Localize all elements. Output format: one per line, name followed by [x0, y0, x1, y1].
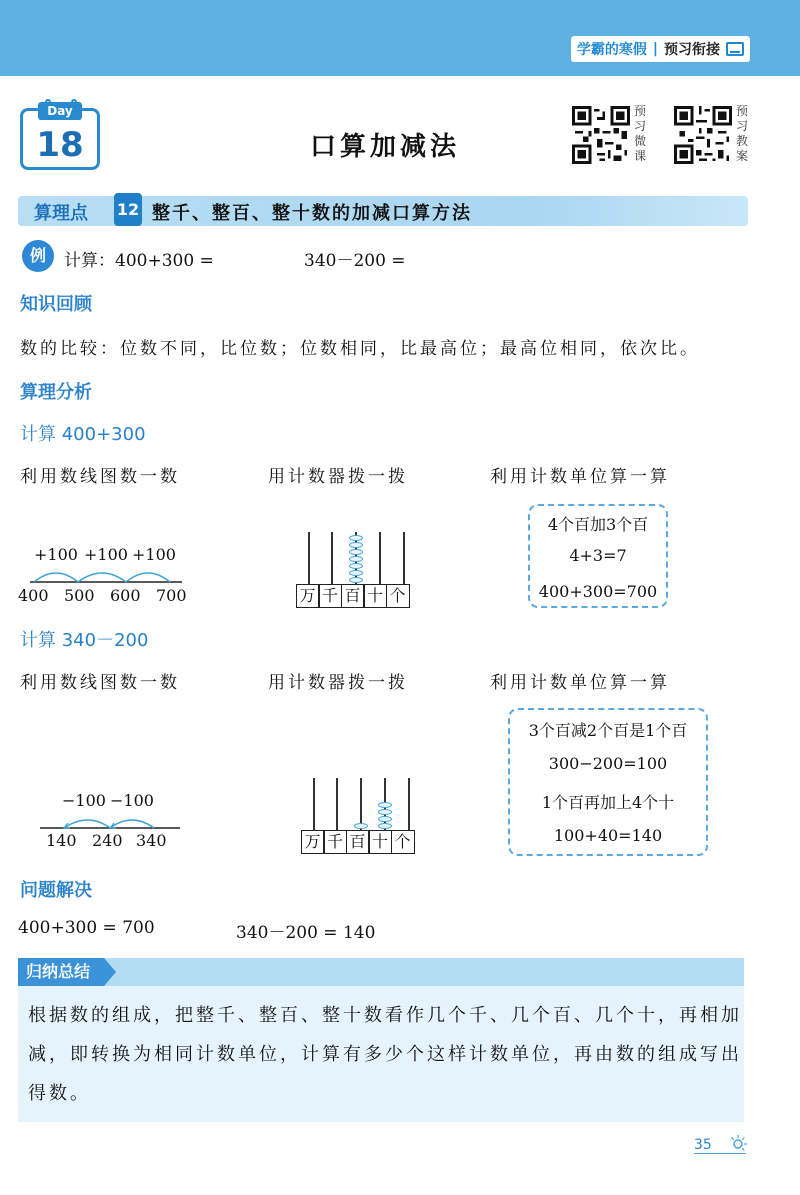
review-heading: 知识回顾: [20, 294, 92, 315]
day-label: Day: [38, 102, 82, 120]
answer-2: 340－200 = 140: [236, 923, 376, 943]
method-abacus: 用计数器拨一拨: [268, 673, 408, 693]
abacus-bead: [349, 535, 363, 541]
abacus-bead: [349, 542, 363, 548]
place-cell: 十: [368, 830, 392, 854]
numberline-tick: 500: [64, 586, 95, 605]
abacus-bead: [354, 823, 368, 829]
section-label: 算理点: [34, 203, 88, 224]
review-text: 数的比较：位数不同，比位数；位数相同，比最高位；最高位相同，依次比。: [20, 339, 700, 359]
place-cell: 万: [296, 584, 320, 608]
abacus-rod: [403, 532, 405, 584]
qr-label: 预习微课: [634, 104, 647, 163]
page-number: 35: [694, 1137, 746, 1154]
numberline-tick: 340: [136, 831, 167, 850]
abacus-place-values: [297, 584, 410, 608]
units-line: 400+300=700: [538, 582, 658, 601]
place-cell: 百: [346, 830, 370, 854]
numberline-step: +100: [84, 545, 128, 564]
units-line: 300−200=100: [548, 754, 668, 773]
abacus-place-values: [302, 830, 415, 854]
part1-subheading: 计算 400+300: [20, 424, 146, 445]
numberline-step: −100: [110, 791, 154, 810]
summary-text: 根据数的组成，把整千、整百、整十数看作几个千、几个百、几个十，再相加减，即转换为相同计数单位，计算有多少个这样计数单位，再由数的组成写出得数。: [28, 1005, 742, 1104]
method-units: 利用计数单位算一算: [490, 673, 670, 693]
brand-separator: |: [652, 41, 658, 57]
place-cell: 万: [301, 830, 325, 854]
answer-1: 400+300 = 700: [18, 918, 155, 938]
summary-bar: [18, 958, 744, 986]
place-cell: 千: [323, 830, 347, 854]
units-line: 100+40=140: [553, 826, 663, 845]
example-icon: 例: [22, 240, 54, 272]
place-cell: 十: [363, 584, 387, 608]
section-number-badge: 12: [114, 193, 142, 226]
numberline-tick: 700: [156, 586, 187, 605]
qr-code-icon[interactable]: [672, 106, 734, 164]
abacus-rod: [331, 532, 333, 584]
abacus-bead: [349, 563, 363, 569]
numberline-tick: 600: [110, 586, 141, 605]
units-line: 1个百再加上4个十: [541, 793, 675, 812]
page-title: 口算加减法: [309, 132, 460, 162]
numberline-step: +100: [132, 545, 176, 564]
summary-tag: 归纳总结: [18, 958, 104, 986]
numberline-step: −100: [62, 791, 106, 810]
method-abacus: 用计数器拨一拨: [268, 467, 408, 487]
part2-subheading: 计算 340－200: [20, 630, 149, 651]
abacus-rod: [379, 532, 381, 584]
example-prompt: 计算：400+300 =: [64, 251, 214, 271]
qr-label: 预习教案: [736, 104, 749, 163]
numberline-tick: 140: [46, 831, 77, 850]
units-line: 4+3=7: [569, 546, 627, 565]
units-box-1: [528, 504, 668, 608]
units-line: 4个百加3个百: [547, 515, 649, 534]
abacus-bead: [378, 809, 392, 815]
units-box-2: [508, 708, 708, 856]
day-number: 18: [36, 125, 84, 165]
units-line: 3个百减2个百是1个百: [528, 721, 688, 740]
abacus-bead: [378, 823, 392, 829]
place-cell: 千: [318, 584, 342, 608]
analysis-heading: 算理分析: [20, 382, 92, 403]
qr-code-icon[interactable]: [570, 106, 632, 164]
place-cell: 个: [386, 584, 410, 608]
example-expression-2: 340－200 =: [304, 251, 406, 271]
abacus-bead: [378, 816, 392, 822]
abacus-rod: [308, 532, 310, 584]
solution-heading: 问题解决: [20, 880, 92, 901]
laptop-icon: [726, 42, 744, 56]
place-cell: 个: [391, 830, 415, 854]
numberline-tick: 400: [18, 586, 49, 605]
brand-badge: [571, 36, 750, 62]
method-numberline: 利用数线图数一数: [20, 673, 180, 693]
abacus-bead: [378, 802, 392, 808]
abacus-bead: [349, 570, 363, 576]
abacus-bead: [349, 577, 363, 583]
abacus-bead: [349, 549, 363, 555]
numberline-step: +100: [34, 545, 78, 564]
abacus-bead: [349, 556, 363, 562]
abacus-rod: [336, 778, 338, 830]
abacus-rod: [313, 778, 315, 830]
brand-right: 预习衔接: [664, 42, 720, 58]
sun-icon: [728, 1134, 748, 1154]
section-title: 整千、整百、整十数的加减口算方法: [152, 203, 472, 224]
abacus-rod: [408, 778, 410, 830]
brand-left: 学霸的寒假: [576, 42, 647, 58]
method-numberline: 利用数线图数一数: [20, 467, 180, 487]
numberline-tick: 240: [92, 831, 123, 850]
method-units: 利用计数单位算一算: [490, 467, 670, 487]
place-cell: 百: [341, 584, 365, 608]
